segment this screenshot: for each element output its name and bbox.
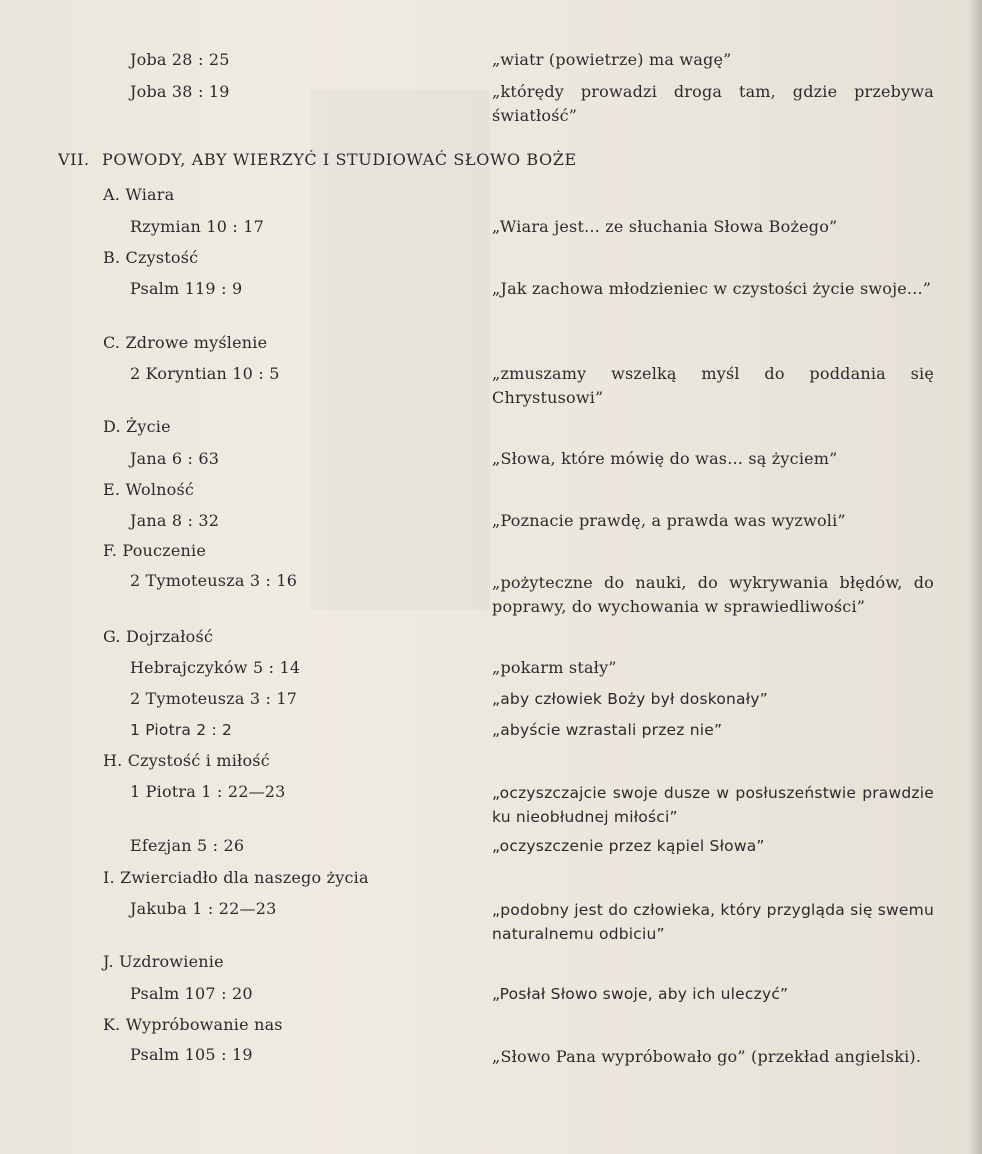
scripture-reference: Psalm 119 : 9 — [130, 279, 243, 298]
scripture-quote: „pokarm stały” — [492, 658, 617, 677]
scripture-quote: „abyście wzrastali przez nie” — [492, 721, 723, 739]
scripture-quote: „Jak zachowa młodzieniec w czystości życie swoje...” — [492, 279, 932, 298]
subsection-label: H. Czystość i miłość — [103, 751, 270, 770]
scripture-quote: „Wiara jest... ze słuchania Słowa Bożego” — [492, 217, 838, 236]
scripture-quote: „Poznacie prawdę, a prawda was wyzwoli” — [492, 511, 846, 530]
scripture-reference: Psalm 107 : 20 — [130, 984, 253, 1003]
scripture-quote: „którędy prowadzi droga tam, gdzie przebywa światłość” — [492, 82, 934, 125]
subsection-label: A. Wiara — [103, 185, 175, 204]
scripture-quote: „wiatr (powietrze) ma wagę” — [492, 50, 732, 69]
scripture-reference: 2 Tymoteusza 3 : 16 — [130, 571, 298, 590]
scripture-quote: „pożyteczne do nauki, do wykrywania błędów, do poprawy, do wychowania w sprawiedliwości” — [492, 573, 934, 616]
scripture-reference: 2 Tymoteusza 3 : 17 — [130, 689, 298, 708]
scripture-reference: Jakuba 1 : 22—23 — [130, 899, 277, 918]
scripture-quote: „aby człowiek Boży był doskonały” — [492, 690, 768, 708]
scripture-reference: Rzymian 10 : 17 — [130, 217, 265, 236]
subsection-label: J. Uzdrowienie — [103, 952, 224, 971]
scripture-reference: Psalm 105 : 19 — [130, 1045, 253, 1064]
subsection-label: C. Zdrowe myślenie — [103, 333, 268, 352]
subsection-label: B. Czystość — [103, 248, 199, 267]
subsection-label: E. Wolność — [103, 480, 195, 499]
scripture-quote: „zmuszamy wszelką myśl do poddania się Chrystusowi” — [492, 364, 934, 407]
subsection-label: I. Zwierciadło dla naszego życia — [103, 868, 369, 887]
scripture-reference: Efezjan 5 : 26 — [130, 836, 245, 855]
scripture-reference: 2 Koryntian 10 : 5 — [130, 364, 280, 383]
scripture-quote: „Posłał Słowo swoje, aby ich uleczyć” — [492, 985, 789, 1003]
scripture-quote: „oczyszczajcie swoje dusze w posłuszeństwie prawdzie ku nieobłudnej miłości” — [492, 784, 934, 826]
scripture-quote: „oczyszczenie przez kąpiel Słowa” — [492, 837, 765, 855]
scripture-reference: 1 Piotra 1 : 22—23 — [130, 782, 286, 801]
section-number: VII. — [58, 150, 90, 169]
scripture-reference: 1 Piotra 2 : 2 — [130, 721, 233, 739]
scripture-reference: Jana 6 : 63 — [130, 449, 220, 468]
subsection-label: F. Pouczenie — [103, 541, 206, 560]
page-edge-shadow — [968, 0, 982, 1154]
scripture-quote: „podobny jest do człowieka, który przygląda się swemu naturalnemu odbiciu” — [492, 901, 934, 943]
scripture-reference: Jana 8 : 32 — [130, 511, 220, 530]
subsection-label: K. Wypróbowanie nas — [103, 1015, 283, 1034]
scripture-quote: „Słowa, które mówię do was... są życiem” — [492, 449, 838, 468]
scripture-reference: Hebrajczyków 5 : 14 — [130, 658, 301, 677]
subsection-label: D. Życie — [103, 417, 171, 436]
scripture-reference: Joba 28 : 25 — [130, 50, 230, 69]
section-title: POWODY, ABY WIERZYĆ I STUDIOWAĆ SŁOWO BOŻE — [102, 150, 577, 169]
scripture-reference: Joba 38 : 19 — [130, 82, 230, 101]
subsection-label: G. Dojrzałość — [103, 627, 214, 646]
scripture-quote: „Słowo Pana wypróbowało go” (przekład angielski). — [492, 1047, 922, 1066]
